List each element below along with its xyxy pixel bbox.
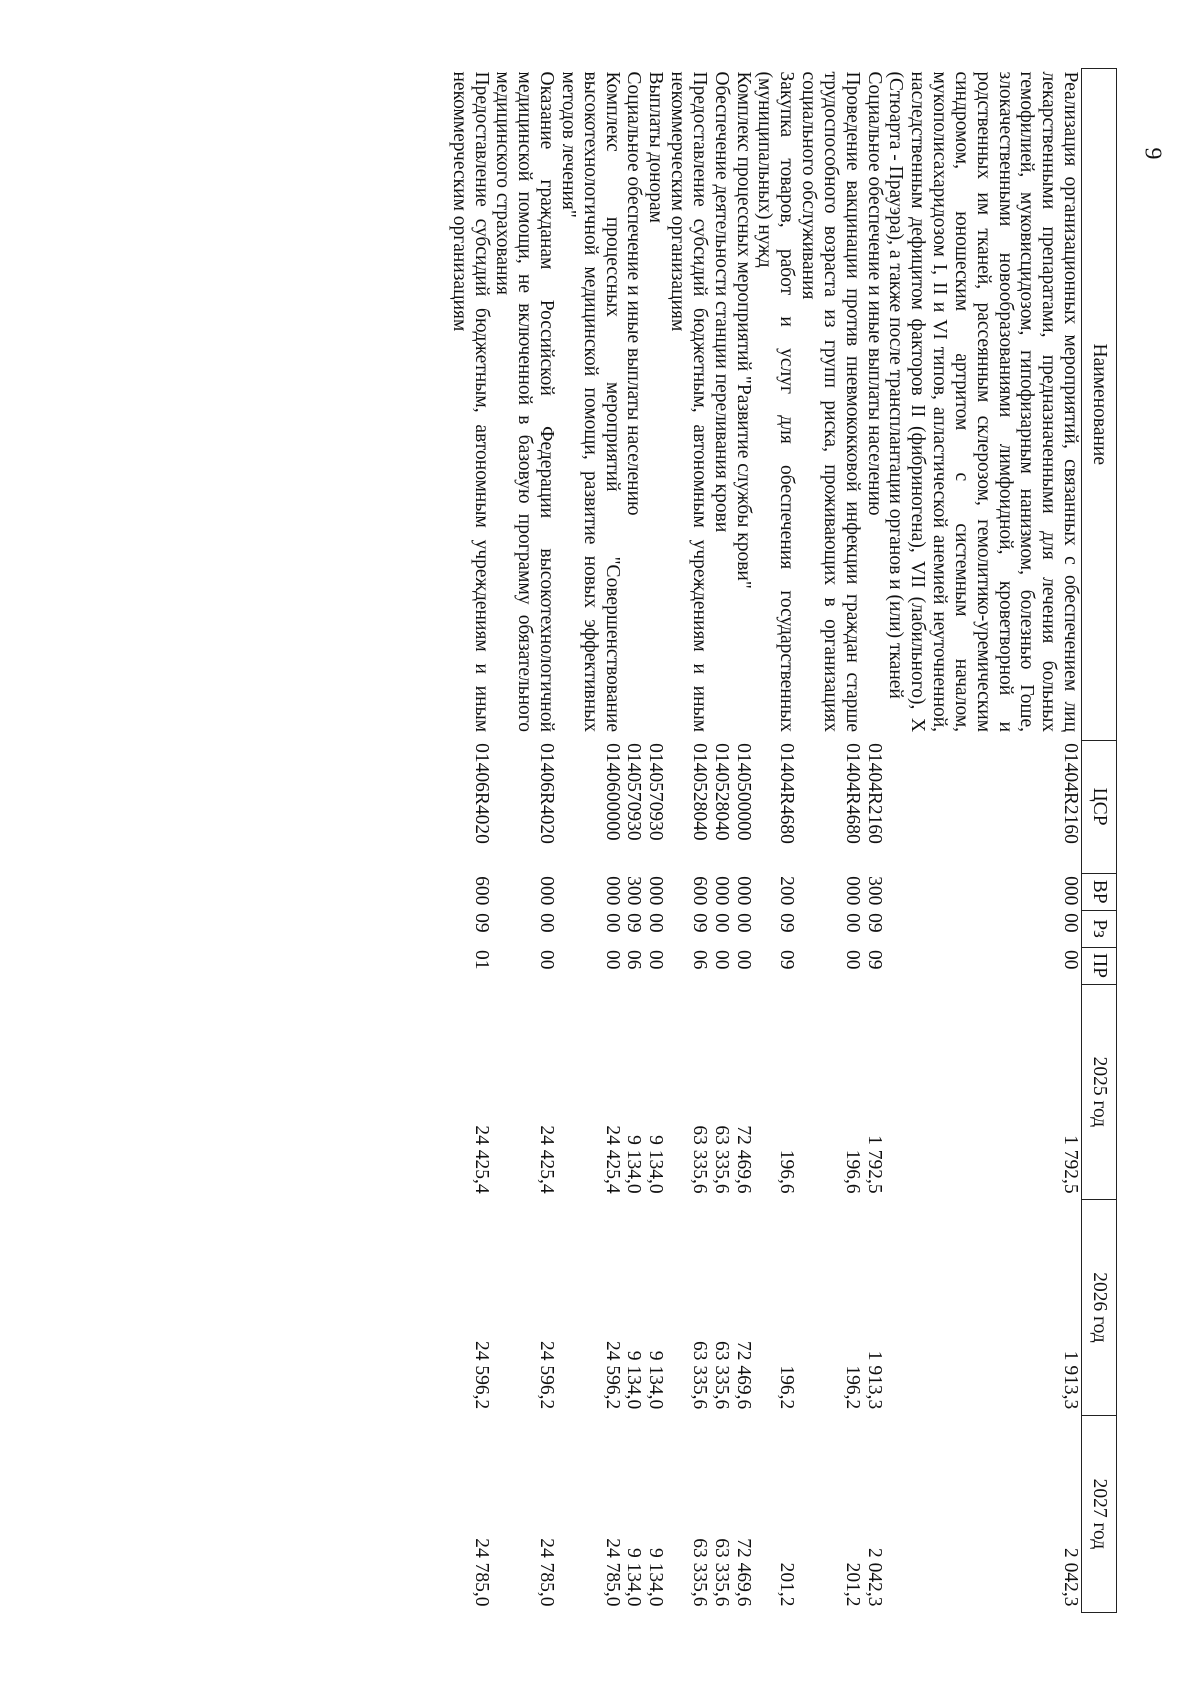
row-vr: 000 <box>1060 876 1081 906</box>
row-vr: 000 <box>645 876 667 906</box>
header-2026: 2026 год <box>1082 1200 1117 1416</box>
row-rz: 00 <box>601 913 623 933</box>
row-2027: 24 785,0 <box>470 1538 492 1607</box>
row-2027: 201,2 <box>841 1562 863 1607</box>
row-pr: 06 <box>623 950 645 970</box>
row-vr: 000 <box>601 876 623 906</box>
row-2026: 24 596,2 <box>601 1341 623 1410</box>
row-rz: 00 <box>841 913 863 933</box>
row-vr: 300 <box>623 876 645 906</box>
table-row <box>710 69 732 1613</box>
row-csr: 0140600000 <box>601 743 623 841</box>
row-2027: 2 042,3 <box>1060 1548 1081 1607</box>
row-name: Выплаты донорам <box>645 71 667 224</box>
row-2027: 72 469,6 <box>732 1538 754 1607</box>
table-row <box>644 69 666 1613</box>
row-pr: 09 <box>863 950 885 970</box>
row-pr: 00 <box>710 950 732 970</box>
row-2027: 63 335,6 <box>688 1538 710 1607</box>
row-rz: 00 <box>732 913 754 933</box>
row-2026: 63 335,6 <box>710 1341 732 1410</box>
table-row <box>885 69 1082 1613</box>
row-name: Предоставление субсидий бюджетным, автономным учреждениям и иным некоммерческим организациям <box>448 71 492 733</box>
row-2026: 9 134,0 <box>623 1350 645 1410</box>
row-vr: 600 <box>470 876 492 906</box>
row-2026: 24 596,2 <box>536 1341 558 1410</box>
row-csr: 0140570930 <box>645 743 667 841</box>
row-2027: 9 134,0 <box>645 1548 667 1607</box>
row-2026: 63 335,6 <box>688 1341 710 1410</box>
row-pr: 06 <box>688 950 710 970</box>
row-rz: 00 <box>710 913 732 933</box>
row-csr: 0140500000 <box>732 743 754 841</box>
row-rz: 09 <box>776 913 798 933</box>
row-name: Социальное обеспечение и иные выплаты населению <box>863 71 885 516</box>
header-vr: ВР <box>1082 873 1117 910</box>
table-row <box>666 69 710 1613</box>
row-2027: 63 335,6 <box>710 1538 732 1607</box>
row-vr: 000 <box>710 876 732 906</box>
table-body <box>448 69 1082 1613</box>
header-rz: Рз <box>1082 910 1117 947</box>
row-csr: 0140528040 <box>710 743 732 841</box>
header-2025: 2025 год <box>1082 984 1117 1200</box>
table-row <box>797 69 862 1613</box>
row-vr: 000 <box>841 876 863 906</box>
header-pr: ПР <box>1082 947 1117 984</box>
row-2025: 63 335,6 <box>710 1125 732 1194</box>
row-2026: 1 913,3 <box>1060 1350 1081 1410</box>
row-2026: 196,2 <box>841 1365 863 1410</box>
row-pr: 09 <box>776 950 798 970</box>
header-2027: 2027 год <box>1082 1415 1117 1612</box>
row-name: Проведение вакцинации против пневмококковой инфекции граждан старше трудоспособного возраста из групп риска, проживающих в организациях социального обслуживания <box>798 71 863 733</box>
row-name: Обеспечение деятельности станции переливания крови <box>710 71 732 533</box>
row-csr: 0140570930 <box>623 743 645 841</box>
table-row <box>754 69 798 1613</box>
row-2025: 24 425,4 <box>470 1125 492 1194</box>
row-2027: 201,2 <box>776 1562 798 1607</box>
row-pr: 01 <box>470 950 492 970</box>
row-name: Оказание гражданам Российской Федерации высокотехнологичной медицинской помощи, не включенной в базовую программу обязательного медицинского страхования <box>492 71 558 733</box>
row-rz: 00 <box>536 913 558 933</box>
row-pr: 00 <box>1060 950 1081 970</box>
row-2025: 9 134,0 <box>645 1135 667 1194</box>
row-vr: 000 <box>536 876 558 906</box>
row-pr: 00 <box>536 950 558 970</box>
row-2025: 24 425,4 <box>601 1125 623 1194</box>
row-csr: 0140528040 <box>688 743 710 841</box>
row-2025: 1 792,5 <box>1060 1135 1081 1194</box>
row-2027: 9 134,0 <box>623 1548 645 1607</box>
row-name: Реализация организационных мероприятий, связанных с обеспечением лиц лекарственными препаратами, предназначенными для лечения больных гемофилией, муковисцидозом, гипофизарным нанизмом, болезнью Гоше, злокачественными новообразованиями лимфоидной, кроветворной и родственных им тканей, рассеянным склерозом, гемолитико-уремическим синдромом, юношеским артритом с системным началом, мукополисахаридозом I, II и VI типов, апластической анемией неуточненной, наследственным дефицитом факторов II (фибриногена), VII (лабильного), X (Стюарта - Прауэра), а также после трансплантации органов и (или) тканей <box>885 71 1081 733</box>
header-csr: ЦСР <box>1082 740 1117 873</box>
row-name: Комплекс процессных мероприятий "Совершенствование высокотехнологичной медицинской помощи, развитие новых эффективных методов лечения" <box>557 71 623 733</box>
table-row <box>623 69 645 1613</box>
row-vr: 000 <box>732 876 754 906</box>
row-pr: 00 <box>841 950 863 970</box>
row-csr: 01406R4020 <box>536 743 558 844</box>
row-pr: 00 <box>645 950 667 970</box>
row-csr: 01404R2160 <box>863 743 885 844</box>
header-row <box>1082 69 1117 1613</box>
row-rz: 09 <box>863 913 885 933</box>
row-rz: 00 <box>645 913 667 933</box>
table-row <box>492 69 557 1613</box>
table-row <box>448 69 492 1613</box>
row-name: Социальное обеспечение и иные выплаты населению <box>623 71 645 516</box>
table-row <box>557 69 622 1613</box>
row-csr: 01404R4680 <box>841 743 863 844</box>
page-number: 9 <box>1139 147 1166 160</box>
row-2026: 9 134,0 <box>645 1350 667 1410</box>
row-rz: 09 <box>623 913 645 933</box>
row-rz: 09 <box>470 913 492 933</box>
row-csr: 01404R2160 <box>1060 743 1081 844</box>
row-2027: 2 042,3 <box>863 1548 885 1607</box>
row-2025: 63 335,6 <box>688 1125 710 1194</box>
row-2026: 24 596,2 <box>470 1341 492 1410</box>
row-2027: 24 785,0 <box>601 1538 623 1607</box>
row-name: Закупка товаров, работ и услуг для обеспечения государственных (муниципальных) нужд <box>754 71 798 733</box>
row-csr: 01404R4680 <box>776 743 798 844</box>
row-rz: 09 <box>688 913 710 933</box>
row-pr: 00 <box>732 950 754 970</box>
row-csr: 01406R4020 <box>470 743 492 844</box>
budget-table-container <box>51 68 1117 1613</box>
row-rz: 00 <box>1060 913 1081 933</box>
table-row <box>863 69 885 1613</box>
row-vr: 200 <box>776 876 798 906</box>
table-row <box>732 69 754 1613</box>
row-2025: 9 134,0 <box>623 1135 645 1194</box>
row-vr: 300 <box>863 876 885 906</box>
row-2025: 1 792,5 <box>863 1135 885 1194</box>
row-2026: 72 469,6 <box>732 1341 754 1410</box>
row-2025: 72 469,6 <box>732 1125 754 1194</box>
row-2025: 196,6 <box>841 1149 863 1194</box>
row-2026: 196,2 <box>776 1365 798 1410</box>
row-name: Предоставление субсидий бюджетным, автономным учреждениям и иным некоммерческим организациям <box>667 71 710 733</box>
header-name: Наименование <box>1082 69 1117 741</box>
row-2025: 24 425,4 <box>536 1125 558 1194</box>
row-2026: 1 913,3 <box>863 1350 885 1410</box>
row-2025: 196,6 <box>776 1149 798 1194</box>
row-vr: 600 <box>688 876 710 906</box>
budget-table <box>448 68 1117 1613</box>
row-2027: 24 785,0 <box>536 1538 558 1607</box>
row-pr: 00 <box>601 950 623 970</box>
row-name: Комплекс процессных мероприятий "Развитие службы крови" <box>732 71 754 589</box>
